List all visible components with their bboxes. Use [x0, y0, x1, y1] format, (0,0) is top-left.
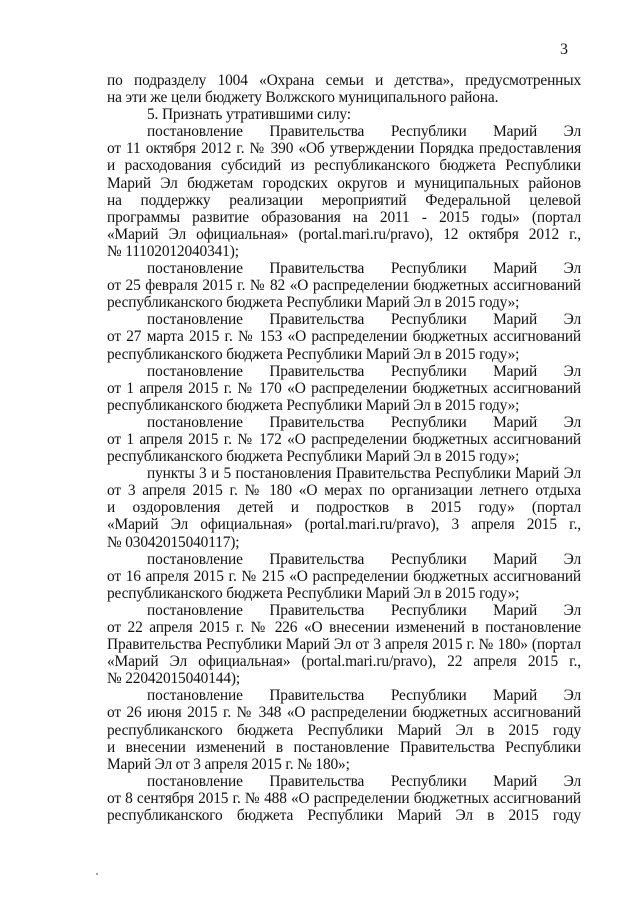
text-line: от 27 марта 2015 г. № 153 «О распределении бюджетных ассигнований: [107, 328, 581, 346]
text-line: республиканского бюджета Республики Марий Эл в 2015 году»;: [107, 584, 520, 602]
text-line: и внесении изменений в постановление Правительства Республики: [107, 738, 581, 756]
document-body: [107, 72, 581, 824]
page-number: 3: [560, 41, 568, 58]
text-line: постановление Правительства Республики Марий Эл: [147, 260, 581, 278]
text-line: республиканского бюджета Республики Марий Эл в 2015 году»;: [107, 345, 520, 363]
text-line: Правительства Республики Марий Эл от 3 апреля 2015 г. № 180» (портал: [107, 636, 581, 654]
text-line: «Марий Эл официальная» (portal.mari.ru/pravo), 3 апреля 2015 г.,: [107, 516, 581, 534]
text-line: «Марий Эл официальная» (portal.mari.ru/pravo), 22 апреля 2015 г.,: [107, 653, 581, 671]
text-line: № 03042015040117);: [107, 533, 240, 551]
text-line: Марий Эл от 3 апреля 2015 г. № 180»;: [107, 755, 350, 773]
text-line: постановление Правительства Республики Марий Эл: [147, 550, 581, 568]
text-line: от 1 апреля 2015 г. № 172 «О распределении бюджетных ассигнований: [107, 430, 581, 448]
text-line: республиканского бюджета Республики Марий Эл в 2015 году»;: [107, 448, 520, 466]
text-line: постановление Правительства Республики Марий Эл: [147, 772, 581, 790]
text-line: республиканского бюджета Республики Марий Эл в 2015 году: [107, 721, 581, 739]
text-line: от 26 июня 2015 г. № 348 «О распределении бюджетных ассигнований: [107, 704, 581, 722]
text-line: постановление Правительства Республики Марий Эл: [147, 413, 581, 431]
text-line: на поддержку реализации мероприятий Федеральной целевой: [107, 191, 581, 209]
text-line: и оздоровления детей и подростков в 2015 году» (портал: [107, 499, 581, 517]
text-line: республиканского бюджета Республики Марий Эл в 2015 году»;: [107, 294, 520, 312]
text-line: от 8 сентября 2015 г. № 488 «О распределении бюджетных ассигнований: [107, 789, 581, 807]
text-line: от 1 апреля 2015 г. № 170 «О распределении бюджетных ассигнований: [107, 379, 581, 397]
text-line: постановление Правительства Республики Марий Эл: [147, 601, 581, 619]
text-line: № 11102012040341);: [107, 242, 239, 260]
text-line: от 22 апреля 2015 г. № 226 «О внесении изменений в постановление: [107, 619, 581, 636]
text-line: республиканского бюджета Республики Марий Эл в 2015 году: [107, 807, 581, 825]
text-line: пункты 3 и 5 постановления Правительства Республики Марий Эл: [147, 465, 581, 483]
text-line: 5. Признать утратившими силу:: [147, 106, 351, 124]
text-line: «Марий Эл официальная» (portal.mari.ru/pravo), 12 октября 2012 г.,: [107, 225, 581, 243]
text-line: от 11 октября 2012 г. № 390 «Об утверждении Порядка предоставления: [107, 140, 581, 158]
text-line: от 16 апреля 2015 г. № 215 «О распределении бюджетных ассигнований: [107, 567, 581, 585]
text-line: по подразделу 1004 «Охрана семьи и детства», предусмотренных: [107, 72, 581, 89]
text-line: постановление Правительства Республики Марий Эл: [147, 362, 581, 380]
scan-speck: [96, 873, 98, 875]
text-line: № 22042015040144);: [107, 670, 240, 688]
text-line: постановление Правительства Республики Марий Эл: [147, 123, 581, 141]
text-line: республиканского бюджета Республики Марий Эл в 2015 году»;: [107, 396, 520, 414]
text-line: постановление Правительства Республики Марий Эл: [147, 311, 581, 329]
text-line: от 3 апреля 2015 г. № 180 «О мерах по организации летнего отдыха: [107, 482, 581, 500]
text-line: и расходования субсидий из республиканского бюджета Республики: [107, 157, 581, 175]
text-line: программы развитие образования на 2011 - 2015 годы» (портал: [107, 208, 581, 226]
text-line: от 25 февраля 2015 г. № 82 «О распределении бюджетных ассигнований: [107, 277, 581, 295]
text-line: постановление Правительства Республики Марий Эл: [147, 687, 581, 705]
text-line: на эти же цели бюджету Волжского муниципального района.: [107, 89, 499, 107]
text-line: Марий Эл бюджетам городских округов и муниципальных районов: [107, 174, 581, 192]
